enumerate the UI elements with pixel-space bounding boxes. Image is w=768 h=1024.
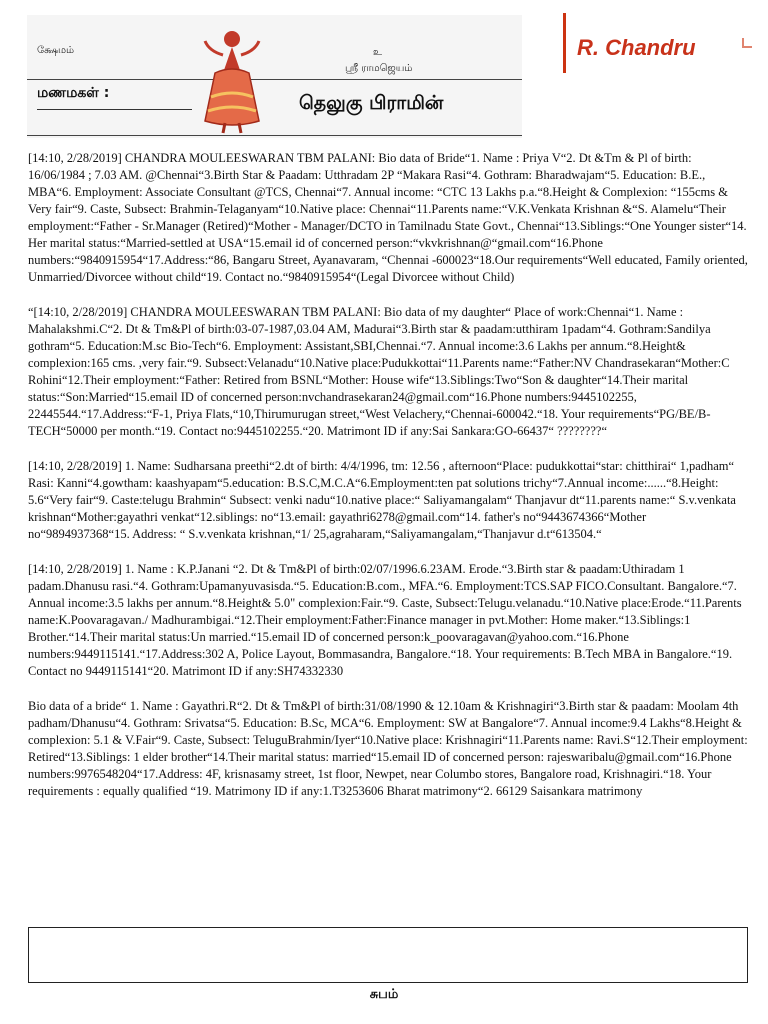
header-rule-top <box>27 79 522 80</box>
biodata-text <box>28 150 750 818</box>
notes-box <box>28 927 748 983</box>
footer-text: சுபம் <box>369 987 399 1002</box>
biodata-entry: [14:10, 2/28/2019] 1. Name: Sudharsana preethi“2.dt of birth: 4/4/1996, tm: 12.56 , afternoon“Place: pudukkottai“star: chitthirai“ 1,padham“ Rasi: Kanni“4.gowtham: kaashyapam“5.education: B.S.C,M.C.A“6.Employment:ten pat solutions trichy“7.Annual income:......“8.Height: 5.6“Very fair“9. Caste:telugu Brahmin“ Subsect: venki nadu“10.native place:“ Saliyamangalam“ Thanjavur dt“11.parents name:“ S.v.venkata krishnan“Mother:gayathri venkat“12.siblings: no“13.email: gayathri6278@gmail.com“14. father's no“9443674366“Mother no“9894937368“15. Address: “ S.v.venkata krishnan,“1/ 25,agraharam,“Saliyamangalam,“Thanjavur d.t“613504.“ <box>28 459 736 541</box>
owner-name: R. Chandru <box>577 35 696 60</box>
bride-name-line <box>37 109 192 110</box>
biodata-entry: “[14:10, 2/28/2019] CHANDRA MOULEESWARAN TBM PALANI: Bio data of my daughter“ Place of work:Chennai“1. Name : Mahalakshmi.C“2. Dt & Tm&Pl of birth:03-07-1987,03.04 AM, Madurai“3.Birth star & paadam:utthiram 1padam“4. Gothram:Sandilya gothram“5. Education:M.sc Bio-Tech“6. Employment: Assistant,SBI,Chennai.“7. Annual income:3.6 Lakhs per annum.“8.Height& complexion:165 cms. ,very fair.“9. Subsect:Velanadu“10.Native place:Pudukkottai“11.Parents name:“Father:NV Chandrasekaran“Mother:C Rohini“12.Their employment:“Father: Retired from BSNL“Mother: House wife“13.Siblings:Two“Son & daughter“14.Their marital status:“Son:Married“15.email ID of concerned person:nvchandrasekaran24@gmail.com“16.Phone numbers:9445102255, 22445544.“17.Address:“F-1, Priya Flats,“10,Thirumurugan street,“West Velachery,“Chennai-600042.“18. Your requirements“PG/BE/B-TECH“50000 per month.“19. Contact no:9445102255.“20. Matrimont ID if any:Sai Sankara:GO-66437“ ????????“ <box>28 305 730 438</box>
biodata-entry: Bio data of a bride“ 1. Name : Gayathri.R“2. Dt & Tm&Pl of birth:31/08/1990 & 12.10am & Krishnagiri“3.Birth star & paadam: Moolam 4th padham/Dhanusu“4. Gothram: Srivatsa“5. Education: B.Sc, MCA“6. Employment: SW at Bangalore“7. Annual income:9.4 Lakhs“8.Height & complexion: 5.1 & V.Fair“9. Caste, Subsect: TeluguBrahmin/Iyer“10.Native place: Krishnagiri“11.Parents name: Ravi.S“12.Their employment: Retired“13.Siblings: 1 elder brother“14.Their marital status: married“15.email ID of concerned person: rajeswaribalu@gmail.com“16.Phone numbers:9976548204“17.Address: 4F, krisnasamy street, 1st floor, Newpet, near Columbo stores, Bangalore road, Krishnagiri.“18. Your requirements : equally qualified “19. Matrimony ID if any:1.T3253606 Bharat matrimony“2. 66129 Saisankara matrimony <box>28 699 748 798</box>
header-om-symbol: உ <box>373 47 383 58</box>
header-title: தெலுகு பிராமின் <box>299 92 444 114</box>
header-top-left-text: க்ஷேமம் <box>37 45 75 56</box>
name-accent-bar <box>563 13 566 73</box>
corner-mark-icon <box>742 38 752 48</box>
header-blessing: ஸ்ரீ ராமஜெயம் <box>345 63 413 74</box>
letterhead <box>27 15 522 138</box>
header-rule-bottom <box>27 135 522 136</box>
bride-label: மணமகள் : <box>37 85 110 101</box>
biodata-entry: [14:10, 2/28/2019] 1. Name : K.P.Janani “2. Dt & Tm&Pl of birth:02/07/1996.6.23AM. Erode.“3.Birth star & paadam:Uthiradam 1 padam.Dhanusu rasi.“4. Gothram:Upamanyuvasisda.“5. Education:B.com., MFA.“6. Employment:TCS.SAP FICO.Consultant. Bangalore.“7. Annual income:3.5 lakhs per annum.“8.Height& 5.0" complexion:Fair.“9. Caste, Subsect:Telugu.velanadu.“10.Native place:Erode.“11.Parents name:K.Poovaragavan./ Madhurambigai.“12.Their employment:Father:Finance manager in pvt.Mother: Home maker.“13.Siblings:1 Brother.“14.Their marital status:Un married.“15.email ID of concerned person:k_poovaragavan@yahoo.com.“16.Phone numbers:9449115141.“17.Address:302 A, Police Layout, Bommasandra, Bangalore.“18. Your requirements: B.Tech MBA in Bangalore.“19. Contact no 9449115141“20. Matrimont ID if any:SH74332330 <box>28 562 742 678</box>
dancer-emblem-icon <box>195 25 269 135</box>
biodata-entry: [14:10, 2/28/2019] CHANDRA MOULEESWARAN TBM PALANI: Bio data of Bride“1. Name : Priya V“2. Dt &Tm & Pl of birth: 16/06/1984 ; 7.03 AM. @Chennai“3.Birth Star & Paadam: Utthradam 2P “Makara Rasi“4. Gothram: Bharadwajam“5. Education: B.E., MBA“6. Employment: Associate Consultant @TCS, Chennai“7. Annual income: “CTC 13 Lakhs p.a.“8.Height & Complexion: “155cms & Very fair“9. Caste, Subsect: Brahmin-Telaganyam“10.Native place: Chennai“11.Parents name:“V.K.Venkata Krishnan &“S. Alamelu“Their employment:“Father - Sr.Manager (Retired)“Mother - Manager/DCTO in Tamilnadu State Govt., Chennai“13.Siblings:“One Younger sister“14. Her marital status:“Married-settled at USA“15.email id of concerned person:“vkvkrishnan@“gmail.com“16.Phone numbers:“9840915954“17.Address:“86, Bangaru Street, Ayanavaram, “Chennai -600023“18.Our requirements“Well educated, Family oriented, Unmarried/Divorcee without child“19. Contact no.“9840915954“(Legal Divorcee without Child) <box>28 151 748 284</box>
